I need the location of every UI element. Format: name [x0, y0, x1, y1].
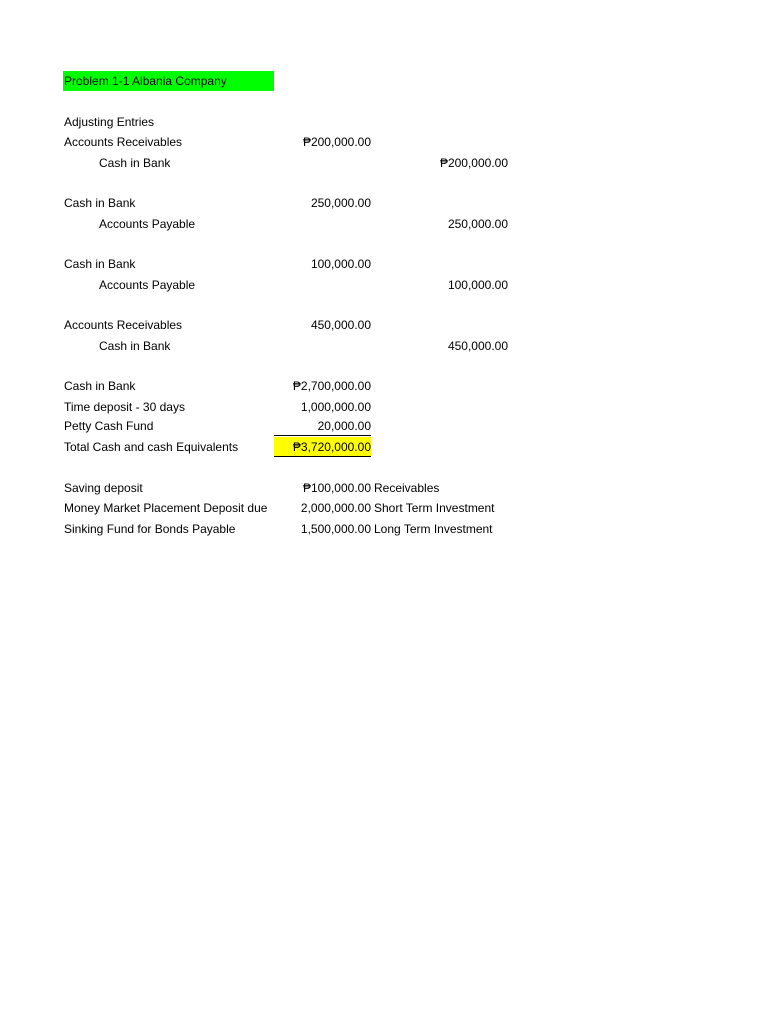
classification-label: Saving deposit [64, 481, 143, 495]
entry-4-debit-amount: 450,000.00 [310, 318, 371, 332]
entry-1-debit-account: Accounts Receivables [64, 135, 183, 149]
entry-4-debit-account: Accounts Receivables [64, 318, 183, 332]
sheet-title: Problem 1-1 Albania Company [63, 71, 274, 91]
classification-amount: 1,500,000.00 [300, 522, 371, 536]
entry-3-debit-account: Cash in Bank [64, 257, 136, 271]
cash-summary-amount: 20,000.00 [274, 416, 371, 436]
classification-category: Short Term Investment [374, 501, 495, 515]
entry-2-debit-amount: 250,000.00 [310, 196, 371, 210]
entry-1-credit-amount: ₱200,000.00 [439, 156, 508, 170]
total-label: Total Cash and cash Equivalents [64, 440, 239, 454]
classification-label: Money Market Placement Deposit due [64, 501, 268, 515]
cash-summary-amount: ₱2,700,000.00 [292, 379, 371, 393]
entry-1-credit-account: Cash in Bank [99, 156, 171, 170]
entry-4-credit-account: Cash in Bank [99, 339, 171, 353]
section-heading: Adjusting Entries [64, 115, 155, 129]
entry-2-credit-amount: 250,000.00 [447, 217, 508, 231]
classification-category: Long Term Investment [374, 522, 493, 536]
entry-2-credit-account: Accounts Payable [99, 217, 196, 231]
classification-category: Receivables [374, 481, 440, 495]
cash-summary-label: Petty Cash Fund [64, 419, 154, 433]
entry-1-debit-amount: ₱200,000.00 [302, 135, 371, 149]
entry-3-credit-account: Accounts Payable [99, 278, 196, 292]
cash-summary-amount: 1,000,000.00 [300, 400, 371, 414]
entry-2-debit-account: Cash in Bank [64, 196, 136, 210]
classification-amount: ₱100,000.00 [302, 481, 371, 495]
entry-4-credit-amount: 450,000.00 [447, 339, 508, 353]
cash-summary-label: Cash in Bank [64, 379, 136, 393]
classification-label: Sinking Fund for Bonds Payable [64, 522, 236, 536]
entry-3-debit-amount: 100,000.00 [310, 257, 371, 271]
cash-summary-label: Time deposit - 30 days [64, 400, 185, 414]
total-amount: ₱3,720,000.00 [274, 437, 371, 457]
entry-3-credit-amount: 100,000.00 [447, 278, 508, 292]
classification-amount: 2,000,000.00 [300, 501, 371, 515]
